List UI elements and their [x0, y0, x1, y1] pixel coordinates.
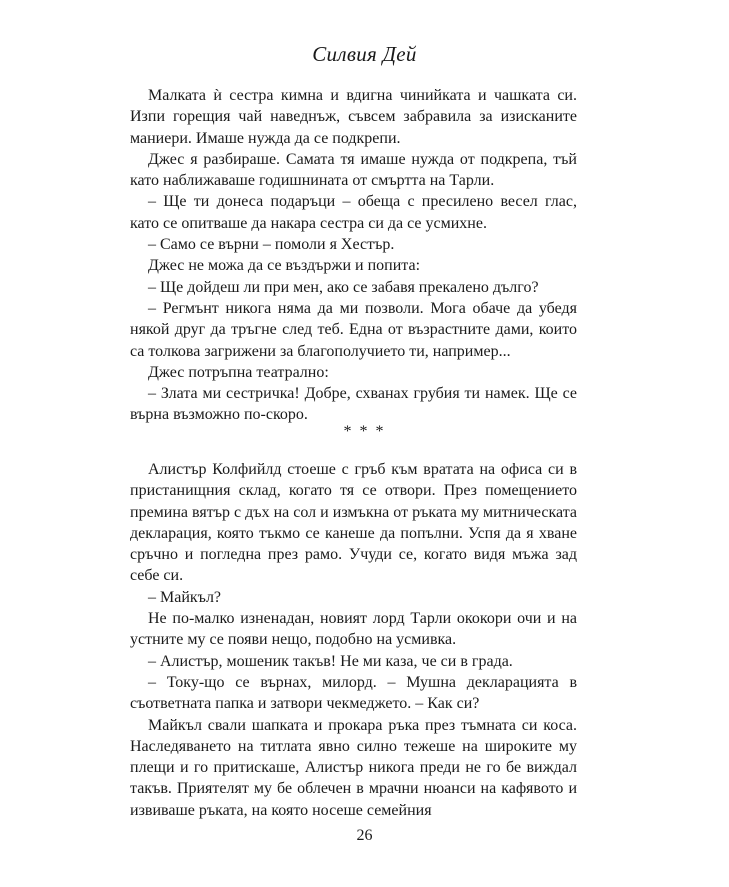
paragraph: – Ще дойдеш ли при мен, ако се забавя прекалено дълго? — [148, 278, 539, 296]
scene-break: * * * — [343, 423, 386, 440]
paragraph: – Майкъл? — [148, 588, 222, 606]
paragraph: Не по-малко изненадан, новият лорд Тарли ококори очи и на устните му се появи нещо, подобно на усмивка. — [130, 610, 577, 649]
paragraph: – Ще ти донеса подаръци – обеща с пресилено весел глас, като се опитваше да накара сестра си да се усмихне. — [130, 193, 577, 232]
paragraph: – Злата ми сестричка! Добре, схванах грубия ти намек. Ще се върна възможно по-скоро. — [130, 385, 577, 424]
paragraph: Джес не можа да се въздържи и попита: — [148, 257, 421, 275]
paragraph: Джес потръпна театрално: — [148, 363, 329, 381]
paragraph: – Току-що се върнах, милорд. – Мушна декларацията в съответната папка и затвори чекмеджето. – Как си? — [130, 673, 577, 713]
paragraph: Малката ѝ сестра кимна и вдигна чинийката и чашката си. Изпи горещия чай наведнъж, съвсем забравила за изисканите маниери. Имаше нужда да се подкрепи. — [130, 87, 577, 147]
paragraph: Майкъл свали шапката и прокара ръка през тъмната си коса. Наследяването на титлата явно силно тежеше на широките му плещи и го притискаше, Алистър никога преди не го бе виждал такъв. Приятелят му бе облечен в мрачни нюанси на кафявото и извиваше ръката, на която носеше семейния — [130, 716, 577, 819]
page-number: 26 — [356, 827, 373, 844]
text-section-2 — [130, 459, 577, 821]
paragraph: – Само се върни – помоли я Хестър. — [148, 236, 395, 254]
paragraph: Джес я разбираше. Самата тя имаше нужда от подкрепа, тъй като наближаваше годишнината от смъртта на Тарли. — [130, 150, 577, 190]
text-section-1 — [130, 85, 577, 426]
paragraph: – Алистър, мошеник такъв! Не ми каза, че си в града. — [148, 652, 513, 670]
paragraph: – Регмънт никога няма да ми позволи. Мога обаче да убедя някой друг да тръгне след теб. Една от възрастните дами, които са толкова загрижени за благополучието ти, например... — [130, 299, 577, 360]
running-header: Силвия Дей — [312, 42, 417, 66]
paragraph: Алистър Колфийлд стоеше с гръб към вратата на офиса си в пристанищния склад, когато тя се отвори. През помещението премина вятър с дъх на сол и измъкна от ръката му митническата декларация, която тъкмо се канеше да попълни. Успя да я хване сръчно и погледна през рамо. Учуди се, когато видя мъжа зад себе си. — [130, 461, 577, 585]
